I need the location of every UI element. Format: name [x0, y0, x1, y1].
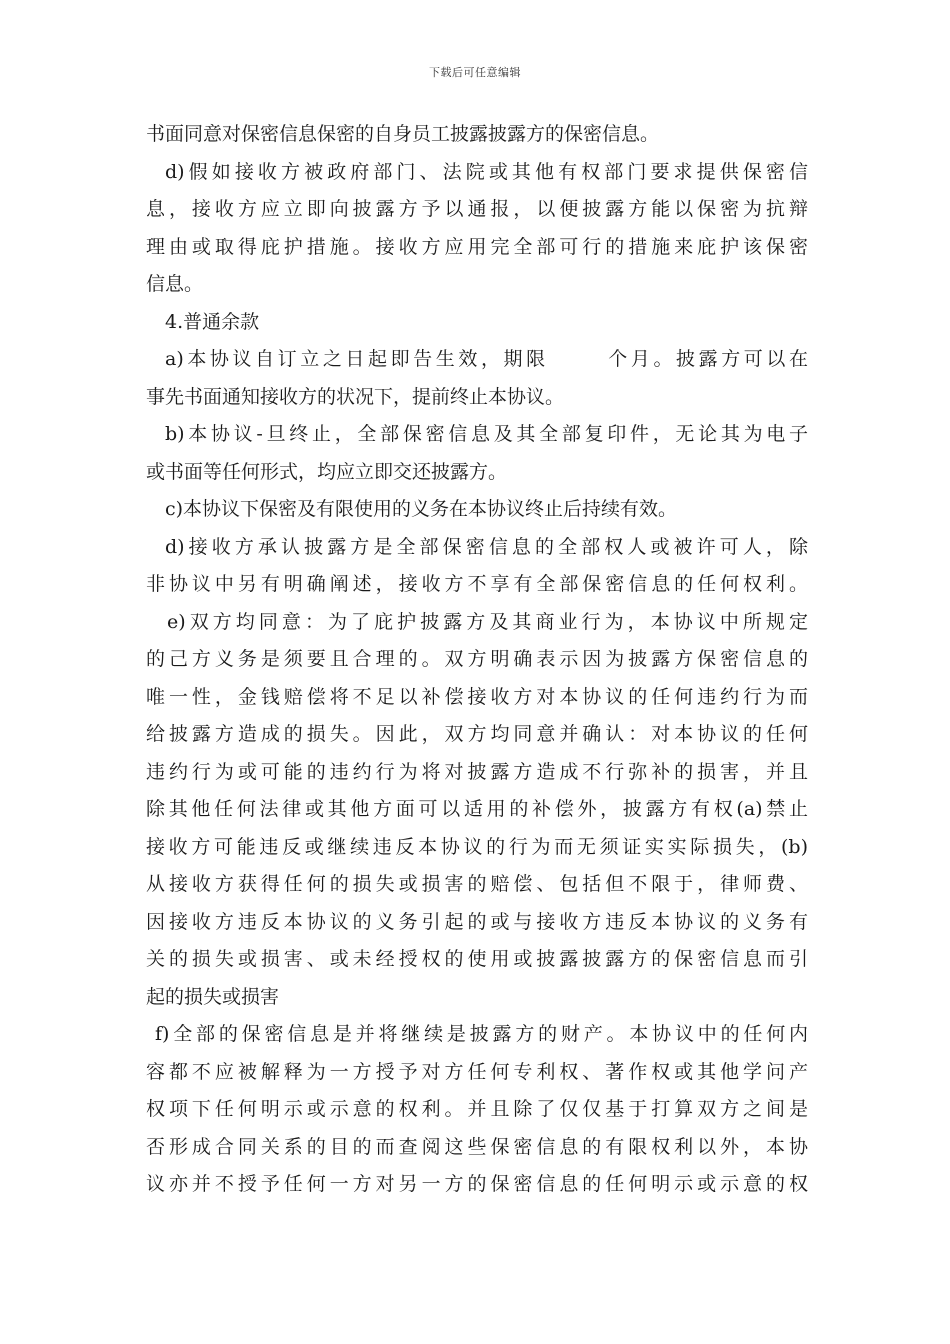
text-line: 书面同意对保密信息保密的自身员工披露披露方的保密信息。 [146, 123, 660, 145]
text-line: 唯一性，金钱赔偿将不足以补偿接收方对本协议的任何违约行为而 [146, 685, 808, 708]
page-header: 下载后可任意编辑 [429, 66, 521, 79]
text-line-with-blank [146, 341, 808, 379]
text-line: 从接收方获得任何的损失或损害的赔偿、包括但不限于，律师费、 [146, 873, 808, 895]
text-line: 因接收方违反本协议的义务引起的或与接收方违反本协议的义务有 [146, 910, 808, 933]
text-line: b)本协议-旦终止，全部保密信息及其全部复印件，无论其为电子 [165, 423, 808, 445]
text-line: 关的损失或损害、或未经授权的使用或披露披露方的保密信息而引 [146, 948, 808, 970]
text-line: 除其他任何法律或其他方面可以适用的补偿外，披露方有权(a)禁止 [146, 798, 808, 820]
text-line: 权项下任何明示或示意的权利。并且除了仅仅基于打算双方之间是 [146, 1098, 808, 1120]
text-line: 信息。 [146, 273, 204, 295]
text-line: 息，接收方应立即向披露方予以通报，以便披露方能以保密为抗辩 [146, 198, 808, 220]
text-line: d)接收方承认披露方是全部保密信息的全部权人或被许可人，除 [165, 535, 808, 558]
text-line: f)全部的保密信息是并将继续是披露方的财产。本协议中的任何内 [155, 1023, 808, 1045]
text-line: 议亦并不授予任何一方对另一方的保密信息的任何明示或示意的权 [146, 1173, 808, 1195]
text-line: 违约行为或可能的违约行为将对披露方造成不行弥补的损害，并且 [146, 760, 808, 783]
text-line: 或书面等任何形式，均应立即交还披露方。 [146, 460, 508, 483]
text-line: 接收方可能违反或继续违反本协议的行为而无须证实实际损失，(b) [146, 835, 808, 858]
text-line: 的己方义务是须要且合理的。双方明确表示因为披露方保密信息的 [146, 648, 808, 670]
text-line: d)假如接收方被政府部门、法院或其他有权部门要求提供保密信 [165, 160, 808, 183]
text-line: 给披露方造成的损失。因此，双方均同意并确认：对本协议的任何 [146, 723, 808, 745]
text-line: 起的损失或损害 [146, 985, 280, 1008]
document-body [146, 116, 808, 1204]
text-line: c)本协议下保密及有限使用的义务在本协议终止后持续有效。 [165, 498, 678, 520]
text-line: 理由或取得庇护措施。接收方应用完全部可行的措施来庇护该保密 [146, 235, 808, 258]
section-heading: 4.普通余款 [165, 310, 260, 333]
text-line: 事先书面通知接收方的状况下，提前终止本协议。 [146, 385, 565, 408]
text-segment: a)本协议自订立之日起即告生效，期限 [165, 348, 549, 370]
text-line: 非协议中另有明确阐述，接收方不享有全部保密信息的任何权利。 [146, 573, 808, 595]
text-line: e)双方均同意：为了庇护披露方及其商业行为，本协议中所规定 [167, 610, 808, 633]
text-segment: 个月。披露方可以在 [604, 348, 808, 370]
text-line: 容都不应被解释为一方授予对方任何专利权、著作权或其他学问产 [146, 1060, 808, 1083]
text-line: 否形成合同关系的目的而查阅这些保密信息的有限权利以外，本协 [146, 1135, 808, 1158]
